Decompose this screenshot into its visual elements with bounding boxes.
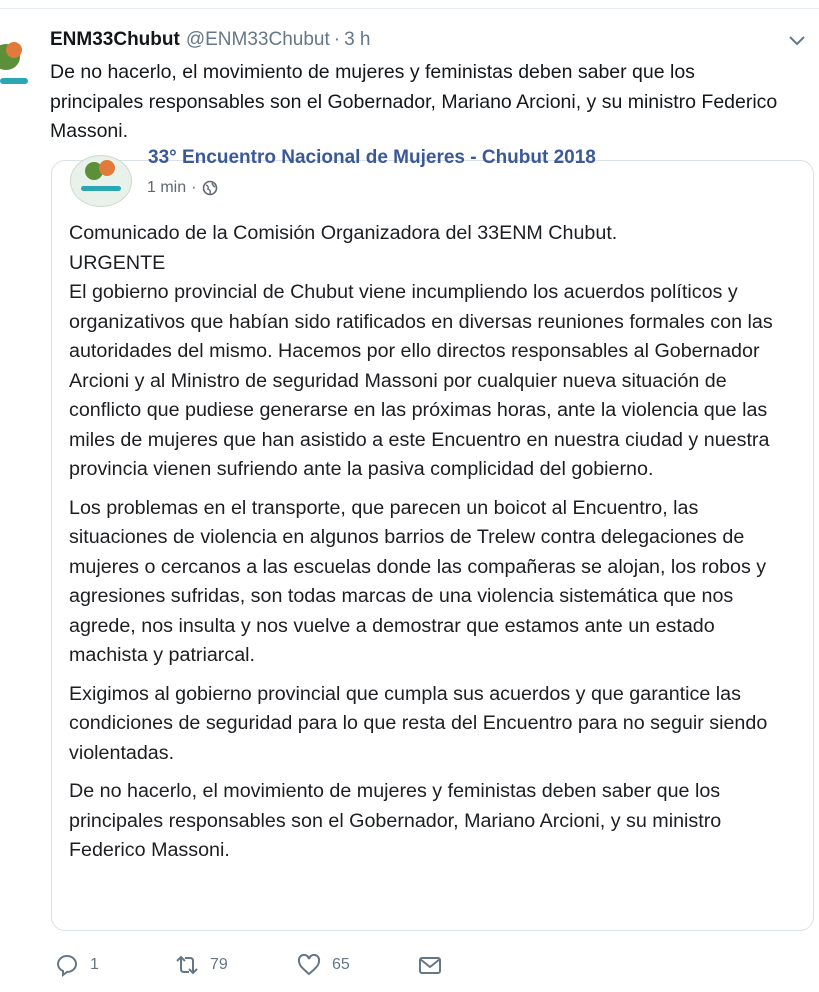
post-paragraph: Los problemas en el transporte, que parecen un boicot al Encuentro, las situaciones de violencia en algunos barrios de Trelew contra delegaciones de mujeres o cercanos a las escuelas donde las compañeras se alojan, los robos y agresiones sufridas, son todas marcas de una violencia sistemática que nos agrede, nos insulta y nos vuelve a demostrar que estamos ante un estado machista y patriarcal. (69, 496, 767, 666)
user-name[interactable]: ENM33Chubut (50, 29, 180, 50)
globe-icon (202, 180, 218, 196)
separator-dot: · (333, 29, 341, 50)
post-paragraph: De no hacerlo, el movimiento de mujeres y feministas deben saber que los principales responsables son el Gobernador, Mariano Arcioni, y su ministro Federico Massoni. (69, 780, 722, 861)
page-avatar (70, 155, 132, 207)
post-paragraph: Exigimos al gobierno provincial que cumpla sus acuerdos y que garantice las condiciones de seguridad para lo que resta del Encuentro para no seguir siendo violentadas. (69, 682, 768, 764)
retweet-button[interactable] (174, 950, 228, 980)
post-paragraph: Comunicado de la Comisión Organizadora del 33ENM Chubut. URGENTE El gobierno provincial de Chubut viene incumpliendo los acuerdos políticos y organizativos que habían sido ratificados en diversas reuniones formales con las autoridades del mismo. Hacemos por ello directos responsables al Gobernador Arcioni y al Ministro de seguridad Massoni por cualquier nueva situación de conflicto que pudiese generarse en las próximas horas, ante la violencia que las miles de mujeres que han asistido a este Encuentro en nuestra ciudad y nuestra provincia vienen sufriendo ante la pasiva complicidad del gobierno. (69, 222, 773, 480)
page-avatar-shape (81, 186, 121, 191)
post-body (69, 219, 794, 875)
avatar-shape (0, 78, 28, 84)
avatar[interactable] (0, 36, 30, 96)
page-avatar-shape (99, 160, 115, 176)
like-count: 65 (332, 956, 350, 973)
user-handle[interactable]: @ENM33Chubut (185, 29, 330, 50)
embedded-post-card[interactable] (51, 147, 814, 931)
direct-message-button[interactable] (417, 950, 453, 980)
tweet-timestamp[interactable]: 3 h (344, 29, 371, 50)
chevron-down-icon[interactable] (788, 34, 806, 48)
retweet-count: 79 (210, 956, 228, 973)
top-divider (0, 0, 819, 9)
tweet-text: De no hacerlo, el movimiento de mujeres y feministas deben saber que los principales responsables son el Gobernador, Mariano Arcioni, y su ministro Federico Massoni. (50, 61, 778, 142)
reply-count: 1 (90, 956, 99, 973)
separator-dot: · (191, 179, 197, 196)
page-name[interactable]: 33° Encuentro Nacional de Mujeres - Chubut 2018 (148, 147, 596, 168)
heart-icon (296, 952, 322, 978)
avatar-shape (6, 42, 22, 58)
like-button[interactable] (296, 950, 350, 980)
retweet-icon (174, 952, 200, 978)
tweet-header (50, 28, 371, 52)
envelope-icon (417, 952, 443, 978)
post-time: 1 min (147, 179, 187, 196)
reply-button[interactable] (54, 950, 99, 980)
post-meta (147, 179, 218, 197)
tweet-actions (54, 950, 474, 980)
reply-icon (54, 952, 80, 978)
